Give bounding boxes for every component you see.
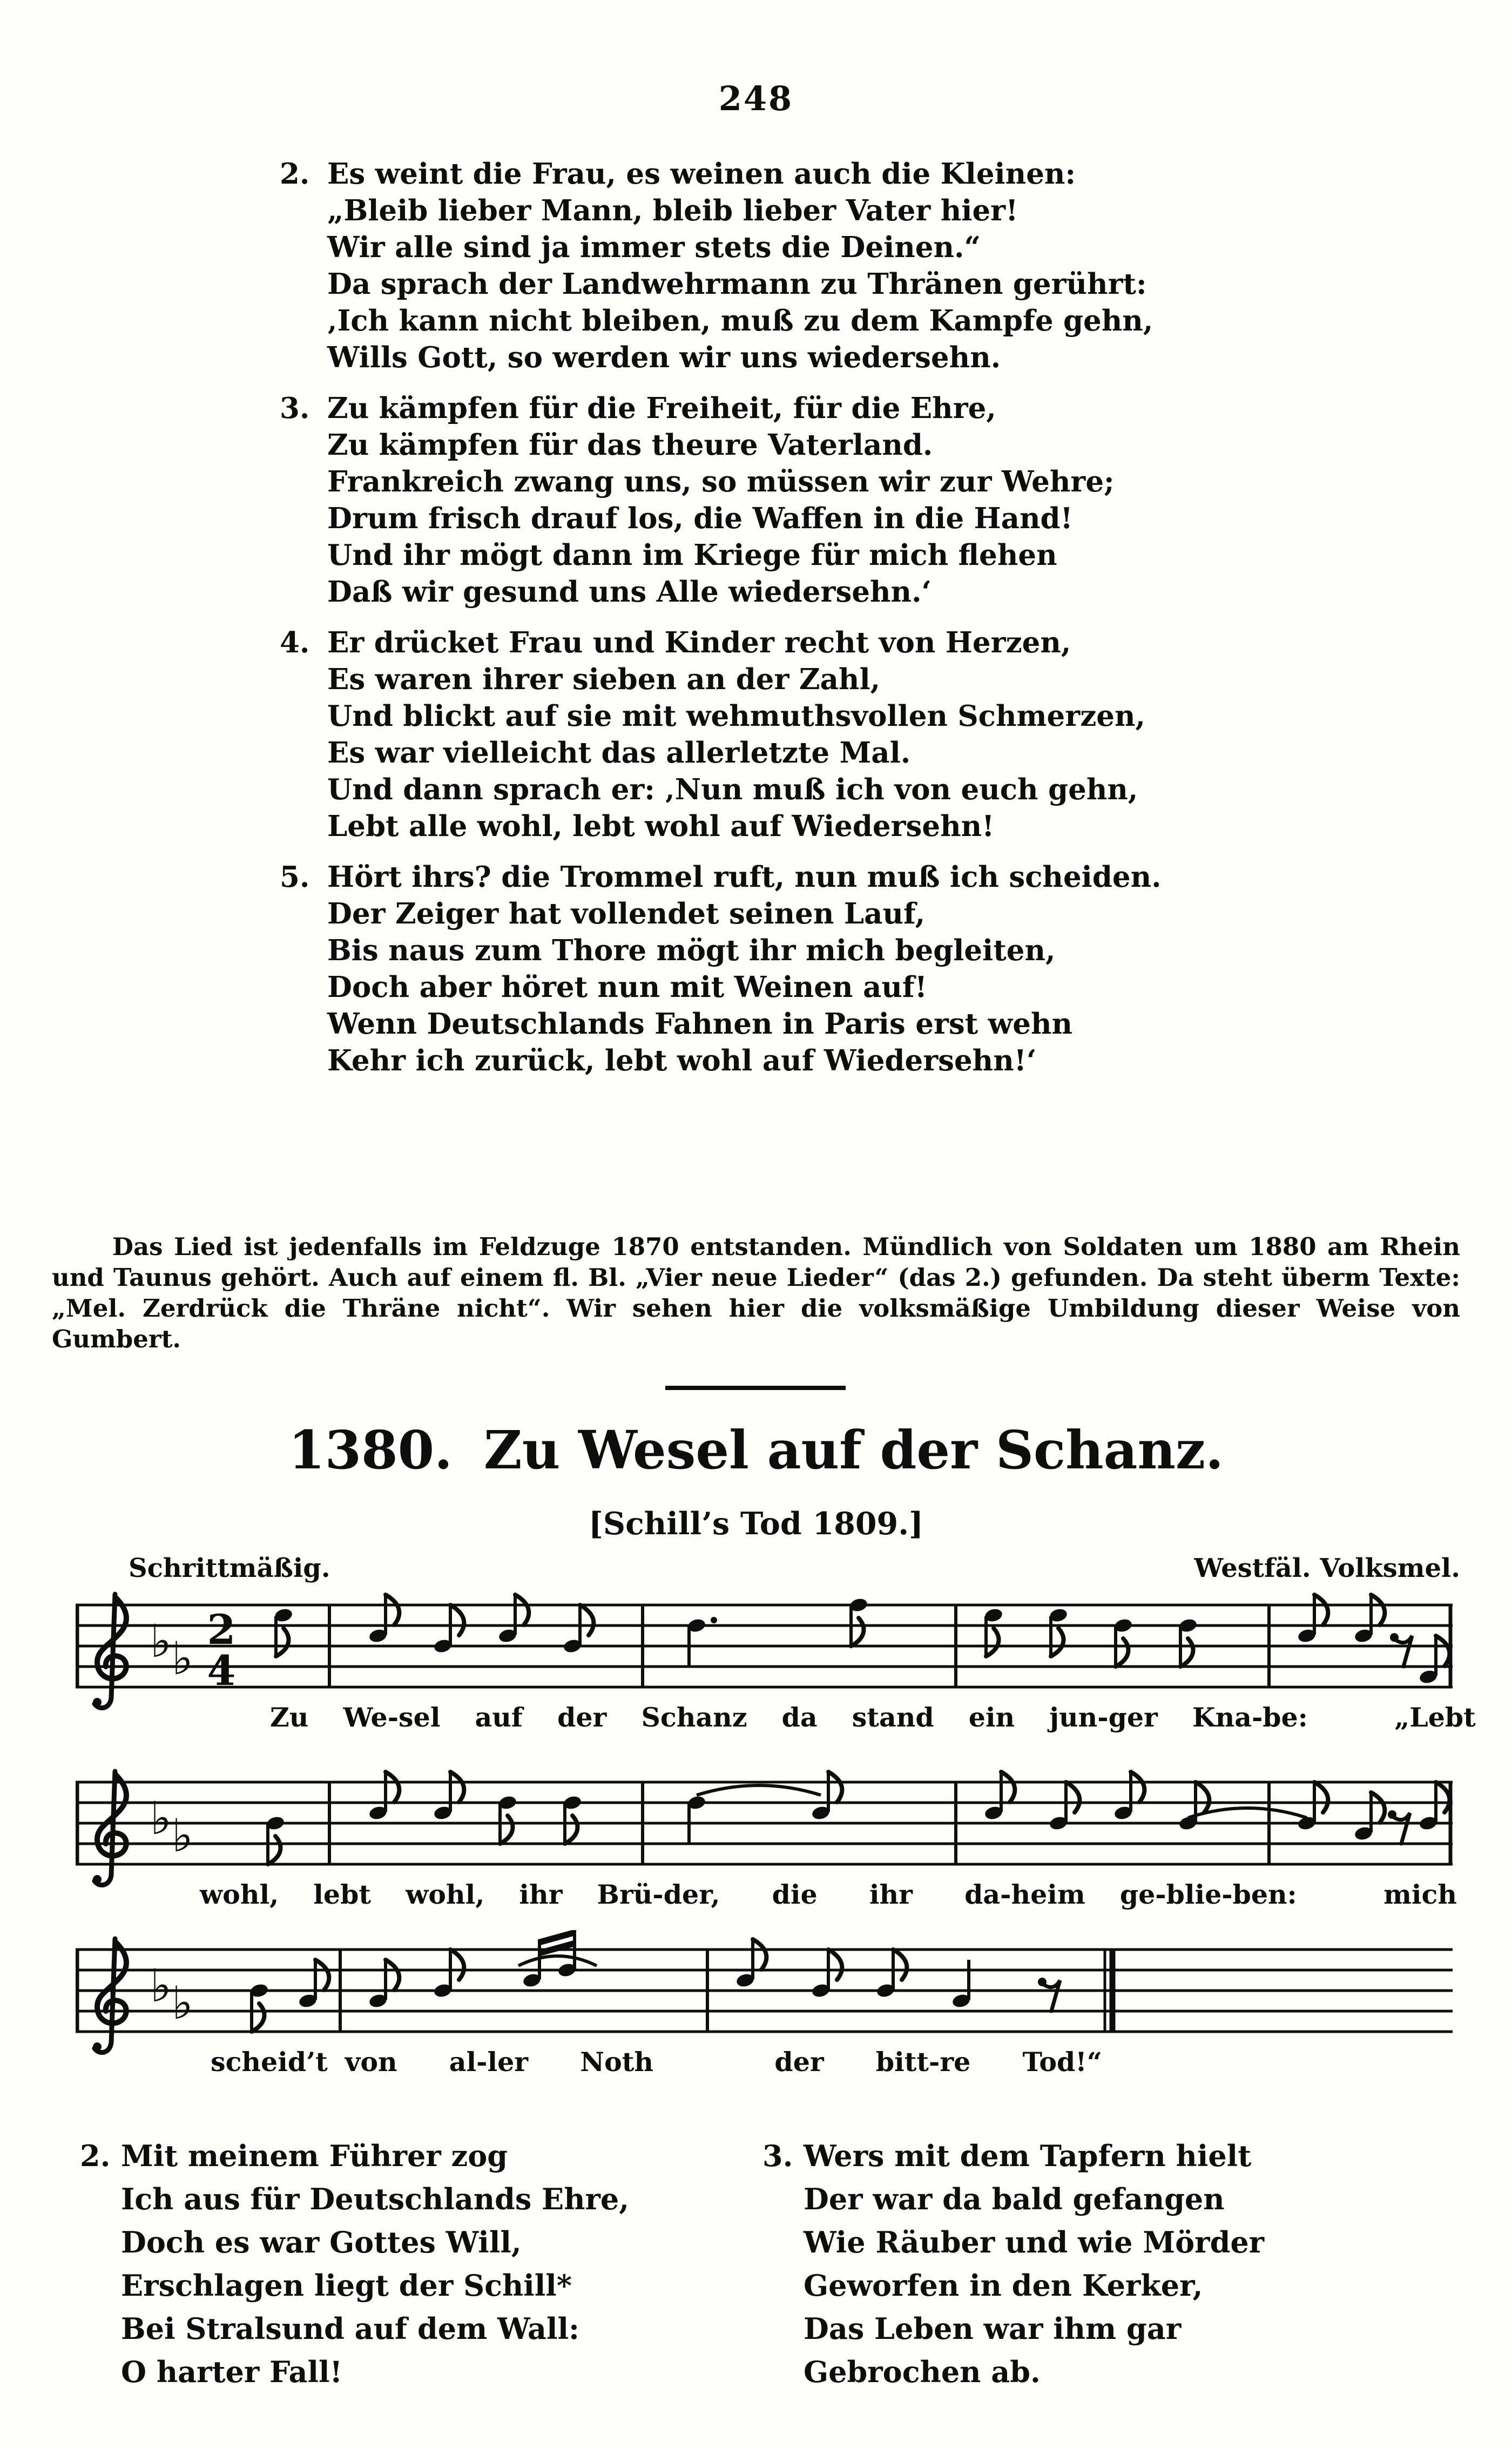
note	[274, 1607, 294, 1656]
verse-line: Es waren ihrer sieben an der Zahl,	[327, 663, 881, 696]
verse-number: 5.	[280, 860, 310, 894]
eighth-flag-icon	[1066, 1782, 1079, 1812]
note	[368, 1772, 400, 1821]
note	[249, 1982, 269, 2032]
tempo-marking: Schrittmäßig.	[129, 1553, 330, 1583]
music-captions	[129, 1553, 1460, 1583]
note	[563, 1795, 583, 1844]
eighth-flag-icon	[1371, 1595, 1385, 1625]
melody-source: Westfäl. Volksmel.	[1194, 1553, 1460, 1583]
verse-body	[327, 156, 1153, 376]
bottom-verse-left	[80, 2134, 629, 2393]
verse-line: Daß wir gesund uns Alle wiedersehn.‘	[327, 575, 932, 609]
treble-clef-icon	[93, 1594, 126, 1708]
verse-line: Das Leben war ihm gar	[804, 2311, 1182, 2346]
time-signature: 2	[207, 1606, 236, 1654]
verse-line: ‚Ich kann nicht bleiben, muß zu dem Kampfe gehn,	[327, 304, 1153, 338]
eighth-flag-icon	[515, 1595, 529, 1625]
verse-line: Frankreich zwang uns, so müssen wir zur Wehre;	[327, 465, 1115, 498]
flat-sign-icon: ♭	[172, 1977, 193, 2029]
section-divider	[665, 1386, 846, 1390]
verse-line: Es weint die Frau, es weinen auch die Kleinen:	[327, 157, 1076, 191]
eighth-flag-icon	[1116, 1638, 1128, 1667]
verse-line: Doch es war Gottes Will,	[121, 2225, 522, 2260]
eighth-flag-icon	[252, 2004, 264, 2032]
note	[849, 1597, 869, 1646]
eighth-flag-icon	[450, 1605, 464, 1635]
eighth-flag-icon	[893, 1950, 907, 1980]
verse-line: Und dann sprach er: ‚Nun muß ich von euch gehn,	[327, 773, 1138, 806]
music-system-2	[76, 1763, 1458, 1910]
note	[1354, 1792, 1385, 1842]
note	[1297, 1595, 1328, 1644]
eighth-flag-icon	[1131, 1772, 1144, 1802]
eighth-flag-icon	[851, 1618, 863, 1646]
music-system-1	[76, 1586, 1476, 1733]
verse-number: 4.	[280, 626, 310, 659]
eighth-flag-icon	[828, 1772, 842, 1802]
verse-line: „Bleib lieber Mann, bleib lieber Vater hier!	[327, 194, 1018, 227]
eighth-flag-icon	[386, 1772, 399, 1802]
lyrics-line-1: Zu We-sel auf der Schanz da stand ein jun-ger Kna-be: „Lebt	[270, 1702, 1476, 1733]
verse-line: Wills Gott, so werden wir uns wiedersehn.	[327, 341, 1001, 374]
note	[368, 1595, 400, 1644]
eighth-flag-icon	[1314, 1782, 1328, 1812]
note	[811, 1772, 842, 1821]
verse-line: Wie Räuber und wie Mörder	[804, 2225, 1265, 2260]
song-number: 1380.	[288, 1419, 453, 1481]
verse-line: Der Zeiger hat vollendet seinen Lauf,	[327, 897, 926, 930]
eighth-flag-icon	[1180, 1638, 1193, 1667]
verse-line: Zu kämpfen für das theure Vaterland.	[327, 428, 933, 462]
eighth-flag-icon	[1436, 1636, 1449, 1666]
verse-number: 2.	[80, 2139, 111, 2173]
upper-verses	[280, 156, 1338, 1079]
lyrics-line-2: wohl, lebt wohl, ihr Brü-der, die ihr da-heim ge-blie-ben: mich	[200, 1879, 1457, 1910]
verse-line: Und ihr mögt dann im Kriege für mich flehen	[327, 538, 1057, 572]
verse-line: Doch aber höret nun mit Weinen auf!	[327, 970, 927, 1004]
eighth-flag-icon	[580, 1605, 593, 1635]
verse-line: Lebt alle wohl, lebt wohl auf Wiedersehn!	[327, 810, 995, 843]
note	[1178, 1617, 1198, 1667]
note	[498, 1595, 529, 1644]
song-subtitle: [Schill’s Tod 1809.]	[588, 1506, 924, 1542]
verse-line: Erschlagen liegt der Schill*	[121, 2268, 572, 2303]
verse-body	[121, 2134, 629, 2393]
verse-number: 3.	[280, 392, 310, 425]
verse-line: Da sprach der Landwehrmann zu Thränen gerührt:	[327, 267, 1147, 301]
verse-line: Ich aus für Deutschlands Ehre,	[121, 2182, 630, 2216]
note	[984, 1607, 1004, 1656]
note	[1113, 1617, 1133, 1667]
eighth-flag-icon	[315, 1960, 329, 1990]
verse-number: 3.	[762, 2139, 793, 2173]
eighth-flag-icon	[450, 1772, 464, 1802]
note	[735, 1939, 767, 1988]
eighth-flag-icon	[276, 1628, 288, 1656]
verse-block	[280, 624, 1338, 845]
verse-line: Der war da bald gefangen	[804, 2182, 1225, 2216]
tie-slur	[697, 1785, 821, 1795]
verse-line: Bei Stralsund auf dem Wall:	[121, 2311, 579, 2346]
eighth-rest-icon	[1388, 1810, 1410, 1844]
verse-line: Bis naus zum Thore mögt ihr mich begleiten,	[327, 934, 1056, 967]
verse-block	[280, 390, 1338, 610]
note	[433, 1772, 464, 1821]
note	[984, 1772, 1015, 1821]
lyrics-line-3: scheid’t von al-ler Noth der bitt-re Tod!“	[211, 2046, 1102, 2078]
note	[266, 1815, 286, 1864]
flat-sign-icon: ♭	[150, 1792, 172, 1845]
eighth-flag-icon	[986, 1628, 998, 1656]
music-system-3	[76, 1930, 1458, 2078]
song-heading	[0, 1419, 1512, 1481]
flat-sign-icon: ♭	[172, 1809, 193, 1862]
verse-body	[327, 859, 1162, 1079]
flat-sign-icon: ♭	[150, 1615, 172, 1668]
verse-line: Drum frisch drauf los, die Waffen in die Hand!	[327, 502, 1073, 535]
eighth-flag-icon	[500, 1816, 512, 1844]
eighth-flag-icon	[386, 1960, 399, 1990]
treble-clef-icon	[93, 1771, 126, 1885]
eighth-flag-icon	[450, 1950, 464, 1980]
verse-block	[280, 156, 1338, 376]
time-signature: 4	[207, 1647, 236, 1695]
page-number: 248	[718, 79, 794, 118]
note	[687, 1795, 707, 1844]
verse-line: Es war vielleicht das allerletzte Mal.	[327, 736, 911, 770]
note	[1419, 1636, 1450, 1685]
eighth-rest-icon	[1038, 1978, 1060, 2011]
eighth-flag-icon	[828, 1950, 842, 1980]
verse-line: Wir alle sind ja immer stets die Deinen.“	[327, 231, 981, 264]
verse-number: 2.	[280, 157, 310, 191]
note	[1113, 1772, 1145, 1821]
treble-clef-icon	[93, 1939, 126, 2053]
bottom-verse-right	[762, 2134, 1264, 2393]
song-title: Zu Wesel auf der Schanz.	[483, 1419, 1224, 1481]
verse-line: Kehr ich zurück, lebt wohl auf Wiedersehn!‘	[327, 1044, 1037, 1077]
eighth-flag-icon	[386, 1595, 399, 1625]
flat-sign-icon: ♭	[172, 1632, 193, 1685]
eighth-flag-icon	[1436, 1782, 1449, 1812]
verse-line: Wenn Deutschlands Fahnen in Paris erst wehn	[327, 1007, 1073, 1041]
note	[298, 1960, 329, 2009]
eighth-flag-icon	[565, 1816, 577, 1844]
verse-line: Geworfen in den Kerker,	[804, 2268, 1203, 2303]
verse-body	[327, 390, 1115, 610]
verse-body	[327, 624, 1145, 845]
verse-line: Wers mit dem Tapfern hielt	[804, 2139, 1252, 2173]
verse-line: Er drücket Frau und Kinder recht von Herzen,	[327, 626, 1071, 659]
verse-line: Zu kämpfen für die Freiheit, für die Ehre,	[327, 392, 996, 425]
verse-line: Mit meinem Führer zog	[121, 2139, 508, 2173]
eighth-rest-icon	[1390, 1633, 1412, 1667]
eighth-flag-icon	[268, 1836, 280, 1864]
verse-block	[280, 859, 1338, 1079]
verse-line: Hört ihrs? die Trommel ruft, nun muß ich scheiden.	[327, 860, 1162, 894]
tie-slur	[518, 1956, 597, 1966]
note	[368, 1960, 400, 2009]
verse-body	[804, 2134, 1264, 2393]
eighth-flag-icon	[1196, 1782, 1209, 1812]
eighth-flag-icon	[1051, 1628, 1063, 1656]
eighth-flag-icon	[1314, 1595, 1328, 1625]
eighth-flag-icon	[1001, 1772, 1015, 1802]
flat-sign-icon: ♭	[150, 1959, 172, 2012]
verse-line: Und blickt auf sie mit wehmuthsvollen Schmerzen,	[327, 699, 1146, 733]
note	[1354, 1595, 1385, 1644]
note	[951, 1960, 971, 2009]
note	[1049, 1607, 1069, 1656]
eighth-flag-icon	[1371, 1792, 1385, 1823]
verse-line: O harter Fall!	[121, 2355, 343, 2389]
eighth-flag-icon	[753, 1939, 766, 1970]
note	[498, 1795, 518, 1844]
verse-line: Gebrochen ab.	[804, 2355, 1041, 2389]
note-paragraph: Das Lied ist jedenfalls im Feldzuge 1870 entstanden. Mündlich von Soldaten um 1880 am Rhein und Taunus gehört. Auch auf einem fl. Bl. „Vier neue Lieder“ (das 2.) gefunden. Da steht überm Texte: „Mel. Zerdrück die Thräne nicht“. Wir sehen hier die volksmäßige Umbildung dieser Weise von Gumbert.	[52, 1232, 1460, 1353]
